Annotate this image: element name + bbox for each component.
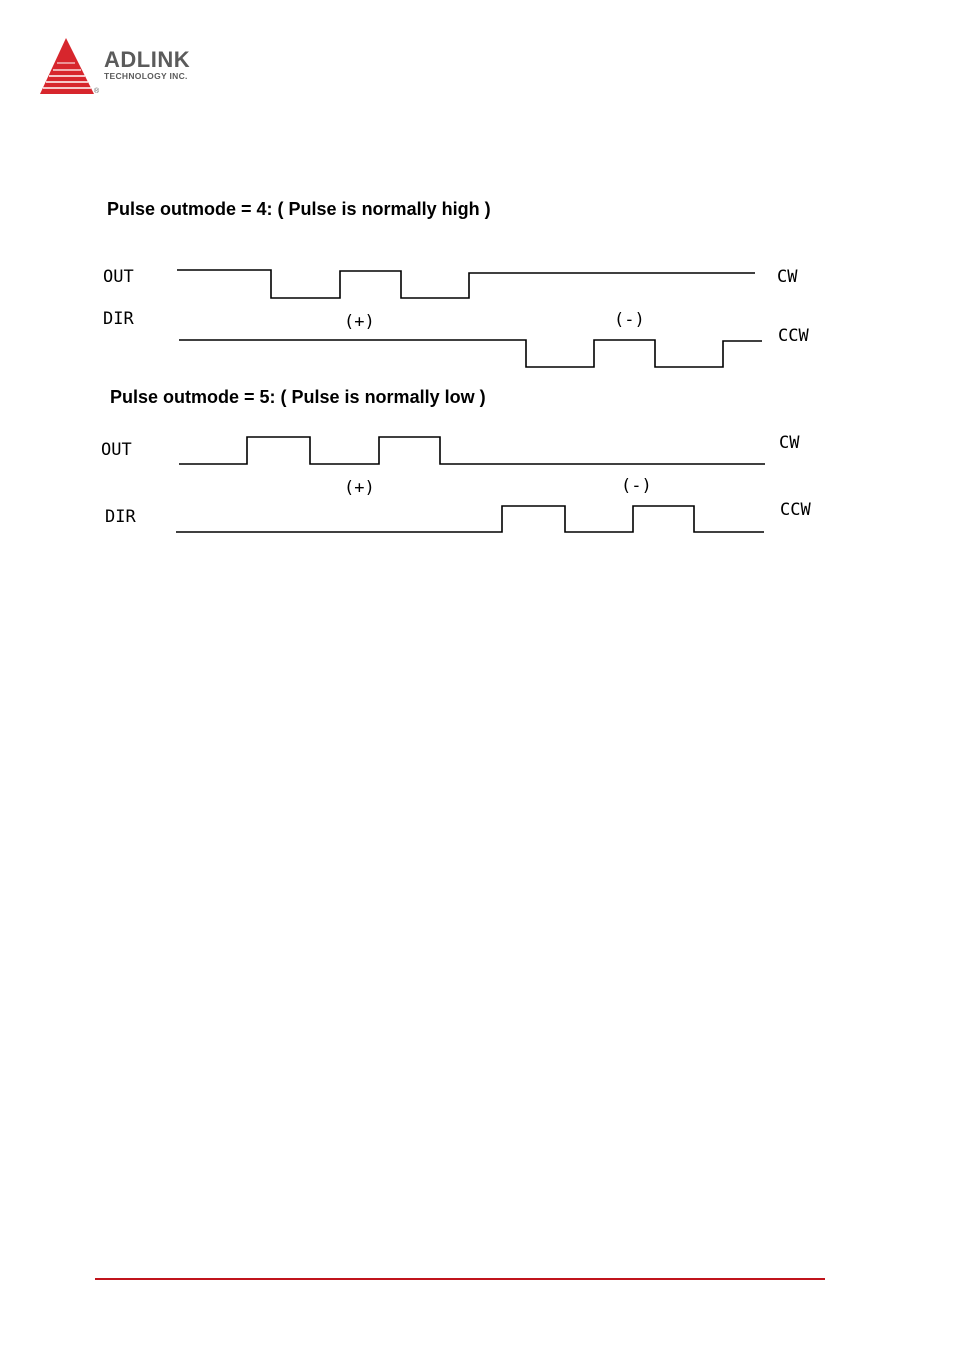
mode5-ccw-label: CCW bbox=[780, 500, 811, 520]
mode5-plus-label: (+) bbox=[344, 478, 375, 498]
mode4-dir-label: DIR bbox=[103, 309, 134, 329]
mode4-out-label: OUT bbox=[103, 267, 134, 287]
mode5-dir-waveform bbox=[176, 506, 764, 532]
brand-name: ADLINK bbox=[104, 47, 191, 72]
mode5-minus-label: (-) bbox=[621, 476, 652, 496]
mode5-title: Pulse outmode = 5: ( Pulse is normally low ) bbox=[110, 387, 486, 407]
mode4-cw-label: CW bbox=[777, 267, 798, 287]
mode5-out-waveform bbox=[179, 437, 765, 464]
mode4-title: Pulse outmode = 4: ( Pulse is normally high ) bbox=[107, 199, 491, 219]
brand-tagline: TECHNOLOGY INC. bbox=[104, 71, 188, 81]
registered-mark: ® bbox=[94, 88, 100, 95]
mode5-out-label: OUT bbox=[101, 440, 132, 460]
footer-rule bbox=[95, 1278, 825, 1280]
mode4-plus-label: (+) bbox=[344, 312, 375, 332]
mode4-ccw-label: CCW bbox=[778, 326, 809, 346]
mode5-dir-label: DIR bbox=[105, 507, 136, 527]
mode4-dir-waveform bbox=[179, 340, 762, 367]
mode4-out-waveform bbox=[177, 270, 755, 298]
mode4-minus-label: (-) bbox=[614, 310, 645, 330]
mode5-cw-label: CW bbox=[779, 433, 800, 453]
